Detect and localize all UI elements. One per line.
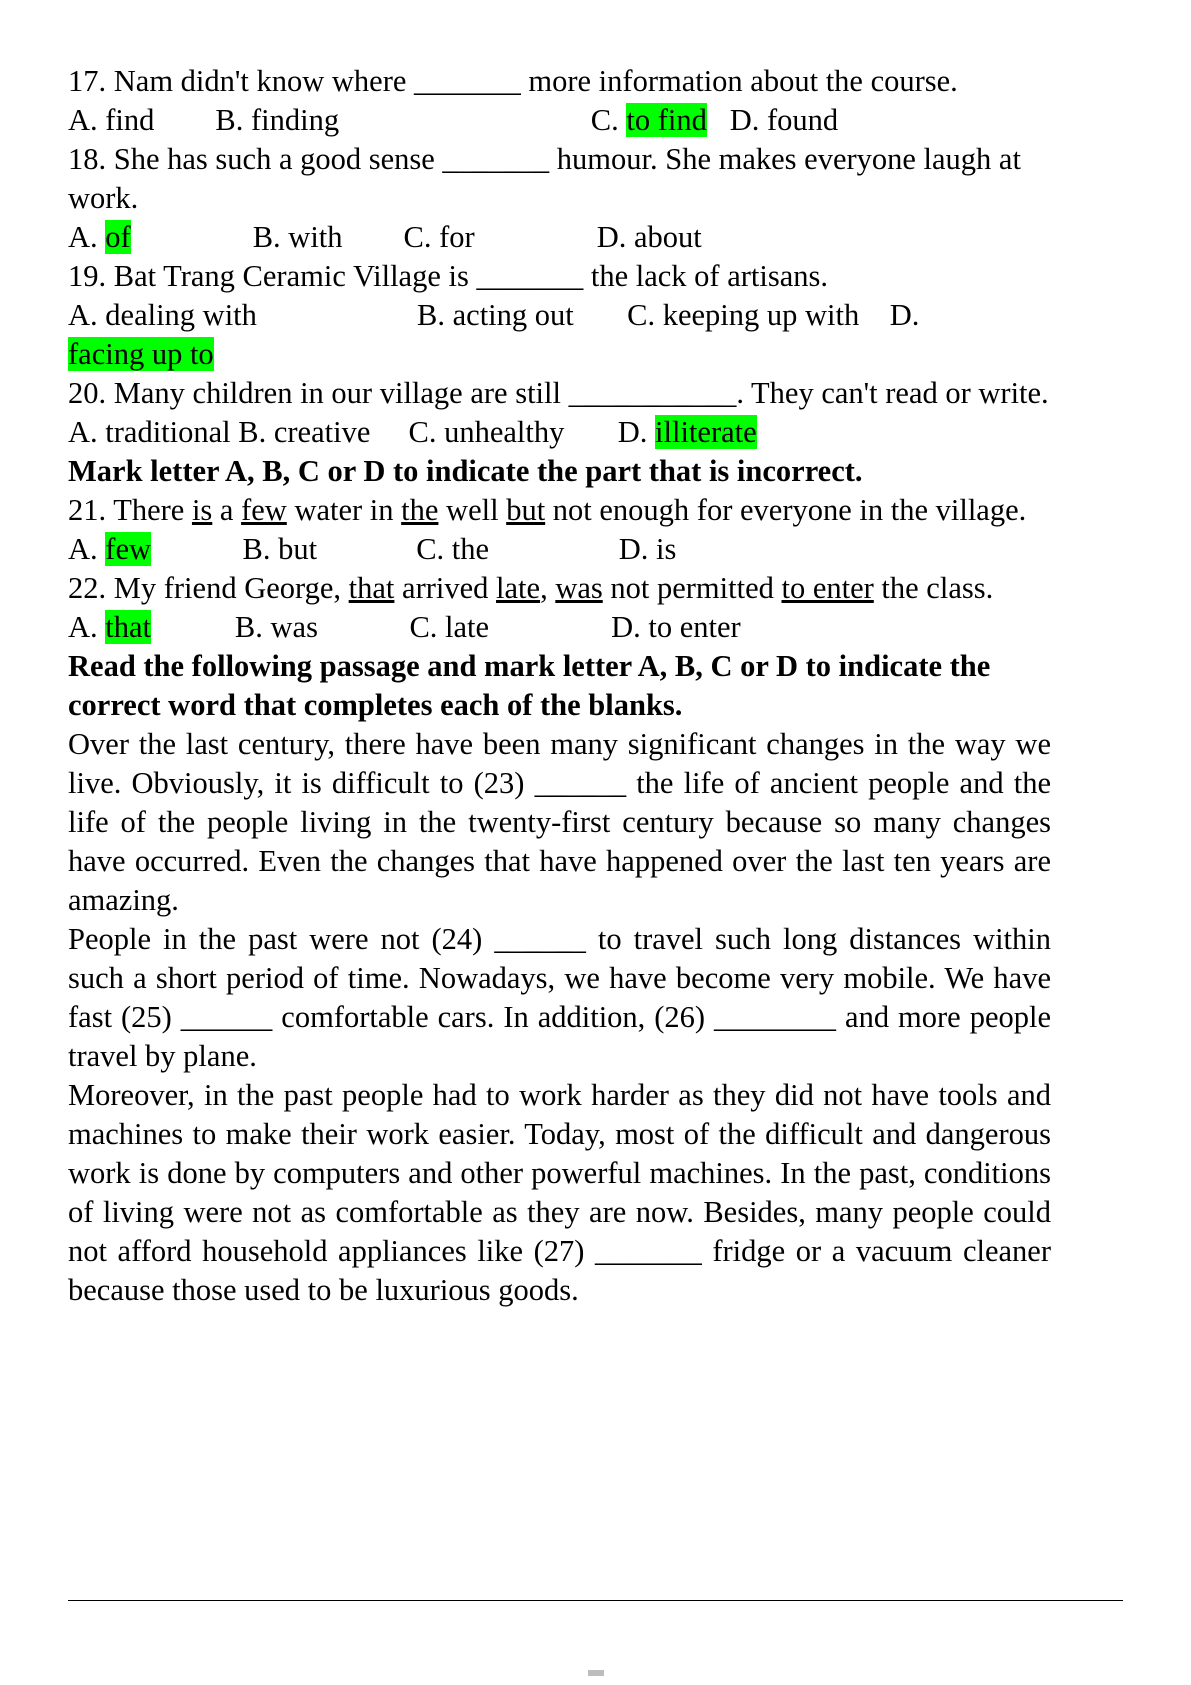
option-c-22[interactable]: C. late (409, 610, 490, 644)
question-18-options (68, 218, 1051, 257)
section-heading-error-identification: Mark letter A, B, C or D to indicate the part that is incorrect. (68, 454, 863, 488)
q22-part-0: 22. My friend George, (68, 571, 349, 605)
option-b-17[interactable]: B. finding (215, 103, 340, 137)
option-a-prefix-21: A. (68, 532, 106, 566)
question-21-options (68, 530, 1051, 569)
option-d-prefix-19: D. (889, 298, 920, 332)
q22-part-8: the class. (873, 571, 994, 605)
q21-part-8: not enough for everyone in the village. (545, 493, 1027, 527)
question-19-text: 19. Bat Trang Ceramic Village is _______ the lack of artisans. (68, 259, 828, 293)
option-c-20[interactable]: C. unhealthy (408, 415, 565, 449)
question-20-text: 20. Many children in our village are still ___________. They can't read or write. (68, 376, 1049, 410)
q21-part-0: 21. There (68, 493, 192, 527)
question-18-text: 18. She has such a good sense _______ humour. She makes everyone laugh at work. (68, 142, 1021, 215)
option-b-20[interactable]: B. creative (238, 415, 371, 449)
option-c-prefix-17: C. (590, 103, 627, 137)
q22-part-3: late (496, 571, 541, 605)
option-c-19[interactable]: C. keeping up with (627, 298, 860, 332)
option-d-22[interactable]: D. to enter (611, 610, 741, 644)
question-20-options (68, 413, 1051, 452)
q22-part-2: arrived (394, 571, 497, 605)
option-d-answer-20[interactable]: illiterate (655, 415, 757, 449)
option-d-prefix-20: D. (617, 415, 656, 449)
question-stem-20 (68, 374, 1051, 413)
q22-part-1: that (348, 571, 395, 605)
option-a-prefix-18: A. (68, 220, 106, 254)
option-b-22[interactable]: B. was (234, 610, 318, 644)
question-stem-21 (68, 491, 1051, 530)
option-c-21[interactable]: C. the (416, 532, 490, 566)
question-22-options (68, 608, 1051, 647)
q21-part-3: few (241, 493, 287, 527)
option-a-19[interactable]: A. dealing with (68, 298, 257, 332)
q21-part-7: but (506, 493, 546, 527)
q21-part-6: well (438, 493, 507, 527)
option-d-18[interactable]: D. about (596, 220, 702, 254)
q21-part-4: water in (286, 493, 402, 527)
option-a-answer-18[interactable]: of (105, 220, 131, 254)
option-a-17[interactable]: A. find (68, 103, 155, 137)
section-heading-reading: Read the following passage and mark letter A, B, C or D to indicate the correct word that completes each of the blanks. (68, 649, 991, 722)
q22-part-4: , (540, 571, 556, 605)
option-d-21[interactable]: D. is (618, 532, 677, 566)
footer-mark (588, 1670, 604, 1676)
question-19-options (68, 296, 1051, 374)
option-a-answer-22[interactable]: that (105, 610, 152, 644)
option-a-20[interactable]: A. traditional (68, 415, 231, 449)
option-b-18[interactable]: B. with (252, 220, 343, 254)
q21-part-1: is (191, 493, 213, 527)
question-stem-19 (68, 257, 1051, 296)
question-stem-18 (68, 140, 1051, 218)
q21-part-5: the (401, 493, 439, 527)
option-b-19[interactable]: B. acting out (417, 298, 574, 332)
question-17-text: 17. Nam didn't know where _______ more information about the course. (68, 64, 958, 98)
q22-part-7: to enter (781, 571, 874, 605)
passage-paragraph-3: Moreover, in the past people had to work harder as they did not have tools and machines to make their work easier. Today, most of the difficult and dangerous work is done by computers and other powerful machines. In the past, conditions of living were not as comfortable as they are now. Besides, many people could not afford household appliances like (27) _______ fridge or a vacuum cleaner because those used to be luxurious goods. (68, 1078, 1051, 1307)
question-stem-17 (68, 62, 1051, 101)
option-d-answer-19[interactable]: facing up to (68, 337, 214, 371)
option-c-18[interactable]: C. for (403, 220, 475, 254)
passage-paragraph-2: People in the past were not (24) ______ to travel such long distances within such a short period of time. Nowadays, we have become very mobile. We have fast (25) ______ comfortable cars. In addition, (26) ________ and more people travel by plane. (68, 922, 1051, 1073)
q22-part-6: not permitted (602, 571, 782, 605)
option-d-17[interactable]: D. found (729, 103, 839, 137)
passage-paragraph-1: Over the last century, there have been many significant changes in the way we live. Obviously, it is difficult to (23) ______ the life of ancient people and the life of the people living in the twenty-first century because so many changes have occurred. Even the changes that have happened over the last ten years are amazing. (68, 727, 1051, 917)
q22-part-5: was (555, 571, 603, 605)
question-17-options (68, 101, 1051, 140)
q21-part-2: a (212, 493, 242, 527)
question-stem-22 (68, 569, 1051, 608)
footer-divider (68, 1600, 1123, 1601)
option-a-answer-21[interactable]: few (105, 532, 152, 566)
option-b-21[interactable]: B. but (242, 532, 318, 566)
option-c-answer-17[interactable]: to find (626, 103, 707, 137)
option-a-prefix-22: A. (68, 610, 106, 644)
